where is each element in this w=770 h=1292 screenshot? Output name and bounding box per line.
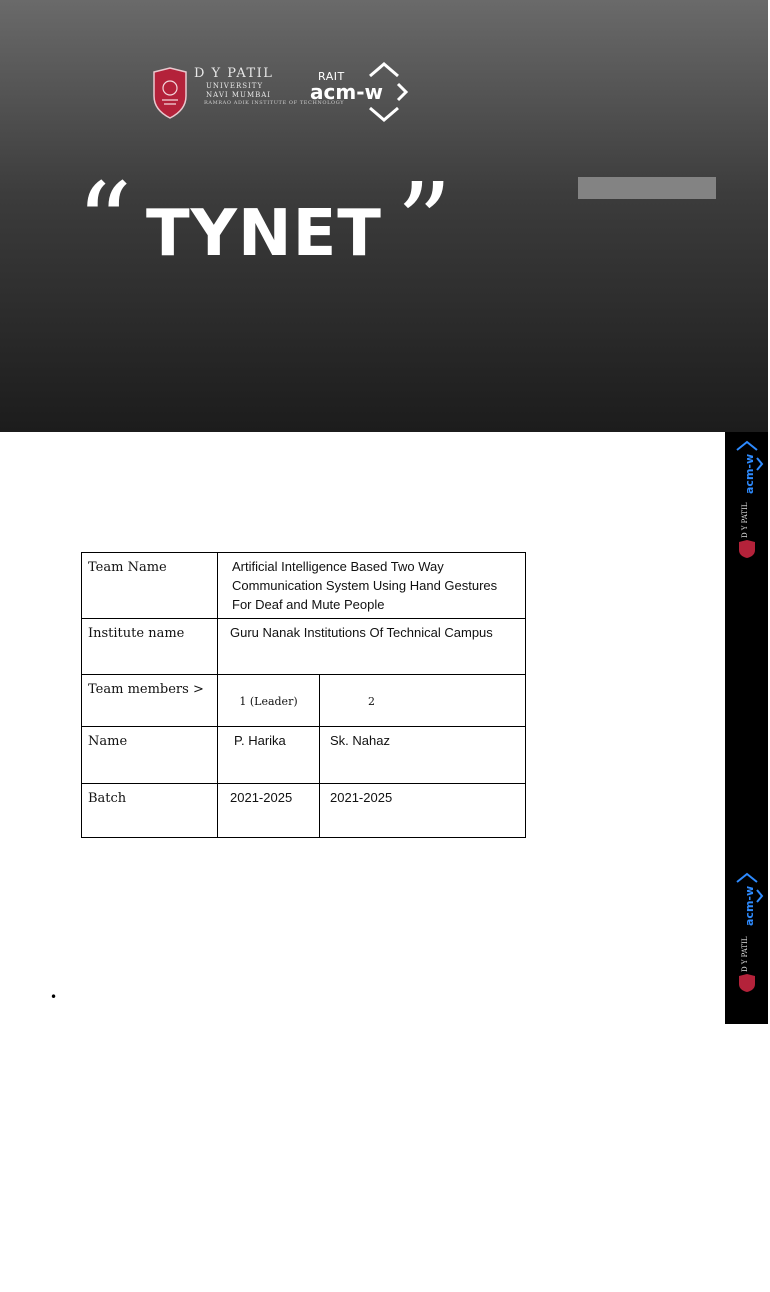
dyp-name: D Y PATIL [194, 66, 274, 81]
bullet-point: • [50, 990, 58, 1004]
acm-w-mini-icon-2 [731, 870, 763, 930]
member-header-1: 1 (Leader) [218, 675, 320, 727]
svg-text:acm-w: acm-w [743, 885, 756, 926]
member-header-2: 2 [320, 675, 526, 727]
dyp-line2: NAVI MUMBAI [206, 91, 272, 99]
svg-text:”: ” [710, 1135, 738, 1148]
institute-label: Institute name [82, 619, 218, 675]
svg-text:D Y PATIL: D Y PATIL [741, 502, 749, 538]
member-name-1: P. Harika [218, 727, 320, 784]
crest-icon [150, 66, 190, 120]
svg-text:D Y PATIL: D Y PATIL [741, 936, 749, 972]
acm-w-logo [308, 62, 408, 122]
svg-text:“: “ [712, 1269, 740, 1282]
member-batch-2: 2021-2025 [320, 784, 526, 838]
name-label: Name [82, 727, 218, 784]
team-name-label: Team Name [82, 553, 218, 619]
svg-text:acm-w: acm-w [743, 453, 756, 494]
batch-label: Batch [82, 784, 218, 838]
institute-value: Guru Nanak Institutions Of Technical Campus [218, 619, 526, 675]
dyp-line3: RAMRAO ADIK INSTITUTE OF TECHNOLOGY [204, 100, 345, 106]
gray-bar [578, 177, 716, 199]
open-quote: “ [76, 159, 133, 287]
side-tynet-mark [710, 1132, 770, 1292]
team-info-table [81, 552, 526, 838]
side-branding-strip [710, 432, 768, 1282]
members-label: Team members > [82, 675, 218, 727]
svg-text:TYNET: TYNET [726, 1170, 754, 1258]
dyp-mini-icon-2 [733, 928, 761, 992]
acm-w-label: acm-w [310, 80, 383, 104]
member-batch-1: 2021-2025 [218, 784, 320, 838]
acm-w-mini-icon [731, 438, 763, 498]
hero-banner [0, 0, 768, 432]
member-name-2: Sk. Nahaz [320, 727, 526, 784]
team-name-value: Artificial Intelligence Based Two Way Communication System Using Hand Gestures For Deaf and Mute People [218, 553, 526, 619]
page-title: TYNET [146, 197, 382, 271]
rait-label: RAIT [318, 70, 345, 83]
close-quote: ” [396, 159, 453, 287]
dyp-line1: UNIVERSITY [206, 82, 264, 90]
dyp-mini-icon [733, 494, 761, 558]
